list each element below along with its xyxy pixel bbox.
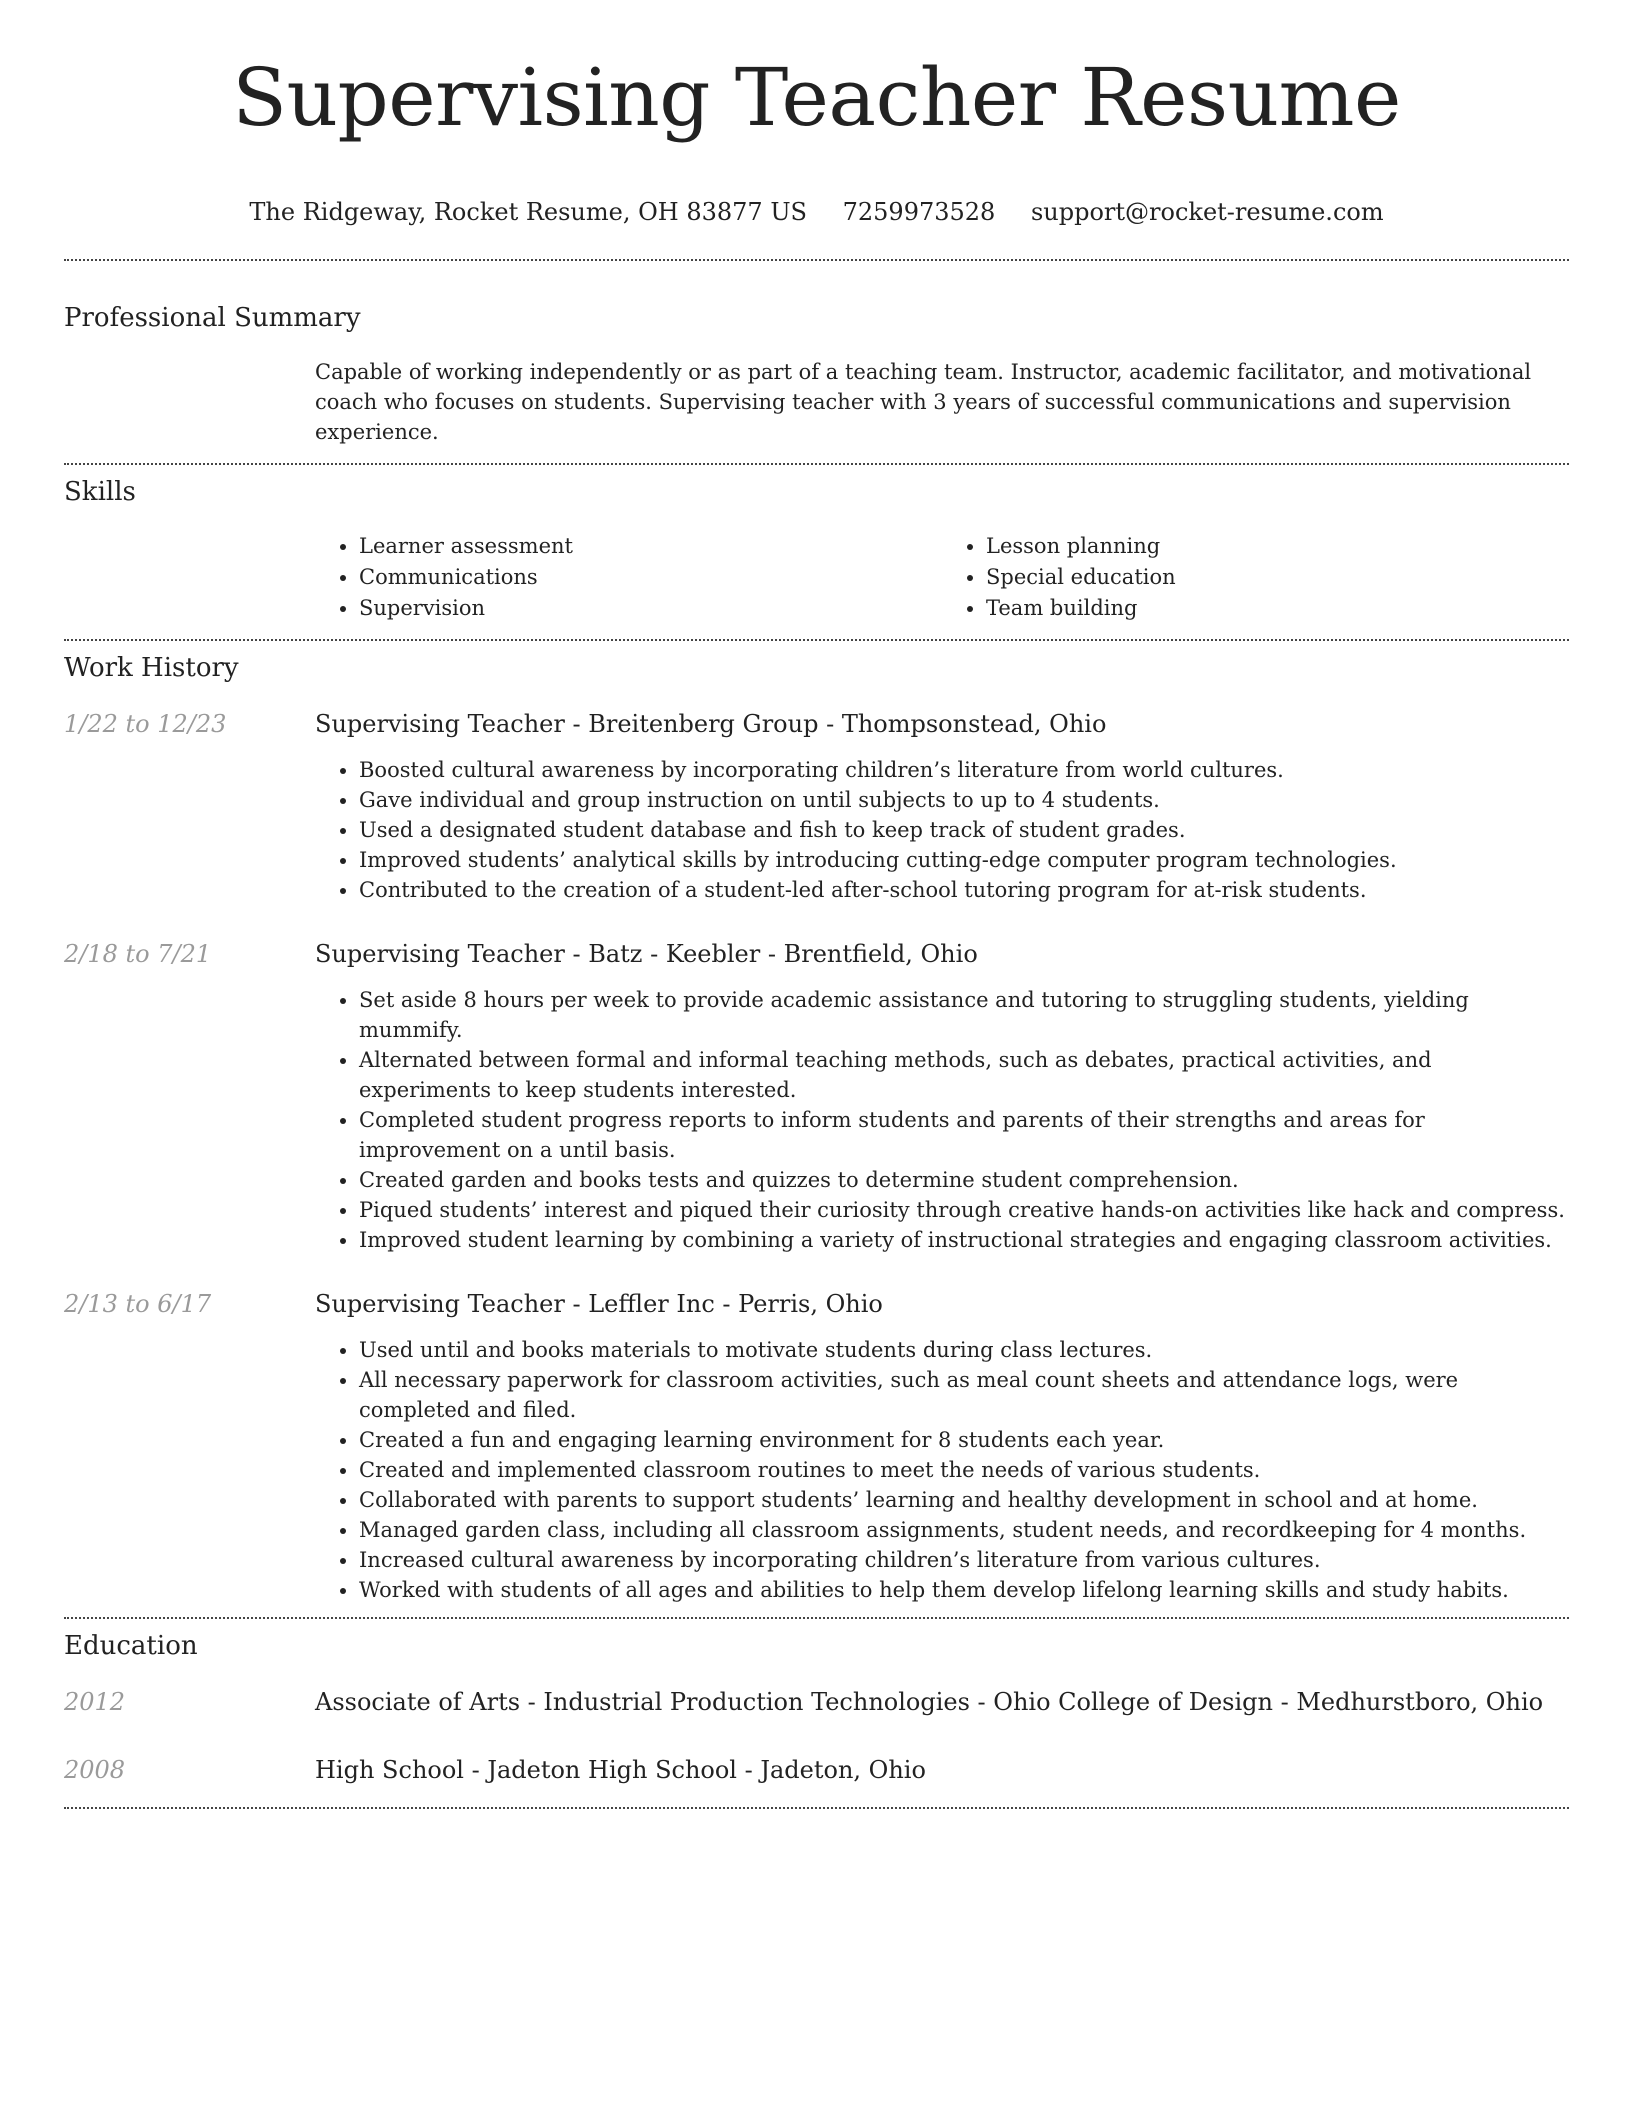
job-details: - Breitenberg Group - Thompsonstead, Ohio	[564, 709, 1107, 738]
summary-heading: Professional Summary	[64, 302, 361, 333]
education-entry	[64, 1687, 1569, 1717]
contact-line	[64, 198, 1569, 226]
contact-address: The Ridgeway, Rocket Resume, OH 83877 US	[249, 197, 807, 226]
job-bullet: • Alternated between formal and informal teaching methods, such as debates, practical activities, and experiments to keep students interested.	[359, 1045, 1569, 1105]
job-dates: 1/22 to 12/23	[64, 709, 227, 738]
job-bullet: • Set aside 8 hours per week to provide academic assistance and tutoring to struggling students, yielding mummify.	[359, 985, 1569, 1045]
education-year: 2008	[64, 1755, 126, 1784]
work-section	[64, 653, 1569, 1605]
job-bullet: • Piqued students’ interest and piqued their curiosity through creative hands-on activities like hack and compress.	[359, 1195, 1569, 1225]
job-entry	[64, 1289, 1569, 1605]
job-title: Supervising Teacher	[315, 1289, 565, 1318]
job-dates: 2/13 to 6/17	[64, 1289, 212, 1318]
skill-item: • Special education	[986, 562, 1569, 593]
job-title: Supervising Teacher	[315, 939, 565, 968]
job-heading	[315, 939, 1569, 969]
job-bullet: • Improved student learning by combining a variety of instructional strategies and engaging classroom activities.	[359, 1225, 1569, 1255]
education-body	[315, 1687, 1569, 1717]
job-bullet: • Used a designated student database and fish to keep track of student grades.	[359, 815, 1569, 845]
job-bullet: • Used until and books materials to motivate students during class lectures.	[359, 1335, 1569, 1365]
skill-item: • Communications	[359, 562, 942, 593]
job-title: Supervising Teacher	[315, 709, 565, 738]
job-bullet: • Gave individual and group instruction on until subjects to up to 4 students.	[359, 785, 1569, 815]
skills-section	[64, 477, 1569, 624]
skill-item: • Team building	[986, 593, 1569, 624]
job-bullets	[315, 985, 1569, 1255]
education-degree: Associate of Arts - Industrial Production Technologies	[315, 1687, 970, 1716]
job-bullet: • Contributed to the creation of a student-led after-school tutoring program for at-risk students.	[359, 875, 1569, 905]
job-bullet: • Collaborated with parents to support students’ learning and healthy development in school and at home.	[359, 1485, 1569, 1515]
job-bullet: • Increased cultural awareness by incorporating children’s literature from various cultures.	[359, 1545, 1569, 1575]
divider	[64, 463, 1569, 465]
contact-email: support@rocket-resume.com	[1030, 197, 1384, 226]
skills-list-left	[315, 531, 942, 624]
education-details: - Jadeton High School - Jadeton, Ohio	[463, 1755, 926, 1784]
job-heading	[315, 709, 1569, 739]
skills-grid	[315, 531, 1569, 624]
summary-section	[64, 303, 1569, 447]
education-entry	[64, 1755, 1569, 1785]
job-heading	[315, 1289, 1569, 1319]
education-heading: Education	[64, 1630, 198, 1661]
education-degree: High School	[315, 1755, 464, 1784]
job-entry	[64, 939, 1569, 1255]
job-dates: 2/18 to 7/21	[64, 939, 212, 968]
job-details: - Batz - Keebler - Brentfield, Ohio	[564, 939, 978, 968]
divider	[64, 259, 1569, 261]
job-bullet: • All necessary paperwork for classroom activities, such as meal count sheets and attendance logs, were completed and filed.	[359, 1365, 1569, 1425]
contact-phone: 7259973528	[842, 197, 996, 226]
education-year: 2012	[64, 1687, 126, 1716]
job-bullet: • Worked with students of all ages and abilities to help them develop lifelong learning skills and study habits.	[359, 1575, 1569, 1605]
work-heading: Work History	[64, 652, 239, 683]
divider	[64, 1617, 1569, 1619]
resume-page	[64, 0, 1569, 1809]
job-body	[315, 939, 1569, 1255]
job-entry	[64, 709, 1569, 905]
divider	[64, 639, 1569, 641]
job-body	[315, 1289, 1569, 1605]
job-body	[315, 709, 1569, 905]
education-body	[315, 1755, 1569, 1785]
education-section	[64, 1631, 1569, 1785]
job-bullet: • Improved students’ analytical skills by introducing cutting-edge computer program technologies.	[359, 845, 1569, 875]
skills-list-right	[942, 531, 1569, 624]
job-bullets	[315, 1335, 1569, 1605]
job-bullet: • Created garden and books tests and quizzes to determine student comprehension.	[359, 1165, 1569, 1195]
job-bullet: • Created and implemented classroom routines to meet the needs of various students.	[359, 1455, 1569, 1485]
skills-heading: Skills	[64, 476, 136, 507]
job-bullets	[315, 755, 1569, 905]
job-bullet: • Created a fun and engaging learning environment for 8 students each year.	[359, 1425, 1569, 1455]
skill-item: • Learner assessment	[359, 531, 942, 562]
job-details: - Leffler Inc - Perris, Ohio	[564, 1289, 883, 1318]
resume-title: Supervising Teacher Resume	[232, 51, 1401, 144]
job-bullet: • Managed garden class, including all classroom assignments, student needs, and recordkeeping for 4 months.	[359, 1515, 1569, 1545]
skill-item: • Lesson planning	[986, 531, 1569, 562]
summary-text: Capable of working independently or as part of a teaching team. Instructor, academic facilitator, and motivational coach who focuses on students. Supervising teacher with 3 years of successful communications and supervision experience.	[315, 359, 1532, 444]
divider	[64, 1807, 1569, 1809]
job-bullet: • Boosted cultural awareness by incorporating children’s literature from world cultures.	[359, 755, 1569, 785]
education-details: - Ohio College of Design - Medhurstboro, Ohio	[969, 1687, 1544, 1716]
skill-item: • Supervision	[359, 593, 942, 624]
job-bullet: • Completed student progress reports to inform students and parents of their strengths and areas for improvement on a until basis.	[359, 1105, 1569, 1165]
